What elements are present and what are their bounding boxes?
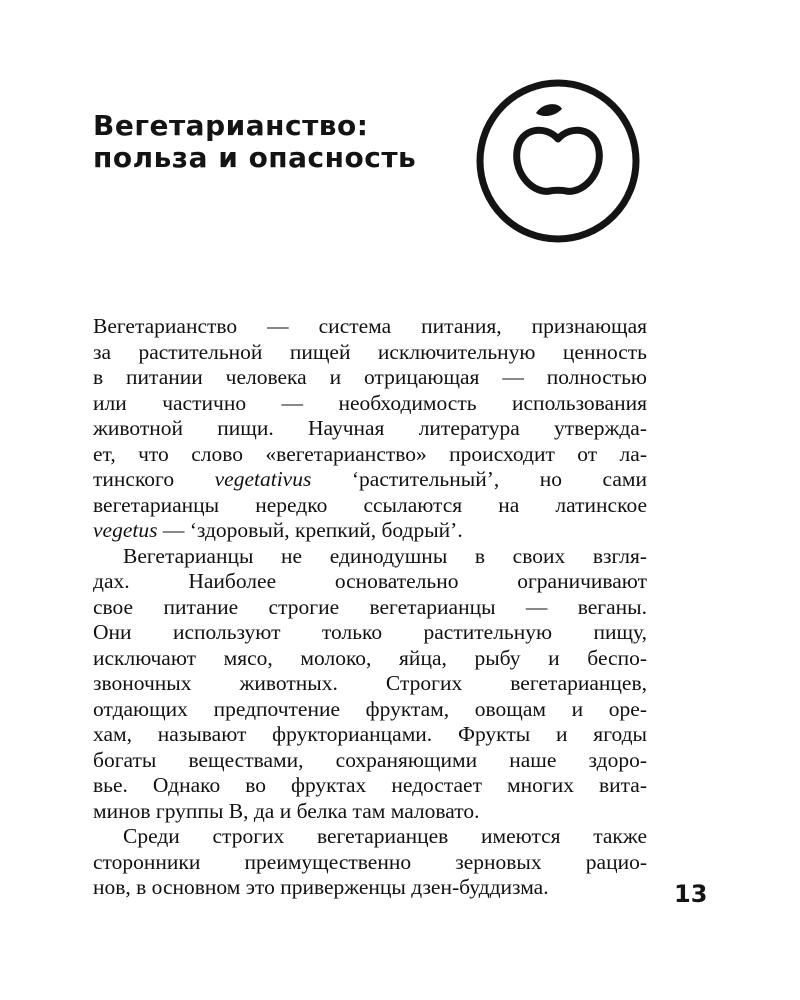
text-line xyxy=(93,748,647,774)
text-line xyxy=(93,850,647,876)
apple-in-circle-icon xyxy=(474,77,642,245)
text-line xyxy=(93,569,647,595)
text-line xyxy=(93,697,647,723)
text-segment: дах. Наиболее основательно ограничивают xyxy=(93,569,647,593)
text-segment: или частично — необходимость использования xyxy=(93,390,647,415)
text-line xyxy=(93,442,647,468)
text-line xyxy=(93,671,647,697)
text-segment: ет, что слово «вегетарианство» происходит от ла- xyxy=(93,441,647,466)
text-segment: нов, в основном это приверженцы дзен-буддизма. xyxy=(93,875,549,899)
text-line xyxy=(93,722,647,748)
text-line xyxy=(93,824,647,850)
text-segment: минов группы В, да и белка там маловато. xyxy=(93,798,480,823)
text-line xyxy=(93,620,647,646)
text-segment: Вегетарианцы не единодушны в своих взгля- xyxy=(123,543,647,568)
text-line xyxy=(93,646,647,672)
text-line xyxy=(93,391,647,417)
text-segment: вье. Однако во фруктах недостает многих вита- xyxy=(93,773,647,797)
text-line xyxy=(93,493,647,519)
text-line xyxy=(93,340,647,366)
text-segment: исключают мясо, молоко, яйца, рыбу и беспо- xyxy=(93,645,647,670)
body-text xyxy=(93,314,647,901)
latin-term: vegetus xyxy=(93,518,158,542)
text-segment: Вегетарианство — система питания, признающая xyxy=(93,314,647,338)
text-line xyxy=(93,595,647,621)
text-segment: тинского xyxy=(93,467,215,491)
text-line xyxy=(93,314,647,340)
text-segment: в питании человека и отрицающая — полностью xyxy=(93,365,647,389)
text-segment: — ‘здоровый, крепкий, бодрый’. xyxy=(157,518,463,542)
text-line xyxy=(93,416,647,442)
latin-term: vegetativus xyxy=(214,467,312,491)
text-line xyxy=(93,365,647,391)
text-segment: Среди строгих вегетарианцев имеются также xyxy=(123,824,647,848)
chapter-title-line-1: Вегетарианство: xyxy=(93,109,369,142)
text-line xyxy=(93,467,647,493)
chapter-title-line-2: польза и опасность xyxy=(93,141,417,174)
text-segment: отдающих предпочтение фруктам, овощам и оре- xyxy=(93,696,647,721)
text-segment: хам, называют фрукторианцами. Фрукты и ягоды xyxy=(93,722,647,746)
text-segment: за растительной пищей исключительную ценность xyxy=(93,339,647,364)
text-segment: богаты веществами, сохраняющими наше здоро- xyxy=(93,747,647,772)
text-segment: звоночных животных. Строгих вегетарианцев, xyxy=(93,671,647,695)
text-segment: свое питание строгие вегетарианцы — веганы. xyxy=(93,594,647,619)
text-segment: сторонники преимущественно зерновых рацио- xyxy=(93,849,647,874)
text-line xyxy=(93,544,647,570)
text-segment: ‘растительный’, но сами xyxy=(311,467,648,491)
page-number: 13 xyxy=(674,880,708,908)
text-line xyxy=(93,799,647,825)
text-segment: вегетарианцы нередко ссылаются на латинское xyxy=(93,492,647,517)
text-line xyxy=(93,773,647,799)
text-line xyxy=(93,875,647,901)
chapter-title xyxy=(93,110,416,174)
text-line xyxy=(93,518,647,544)
text-segment: Они используют только растительную пищу, xyxy=(93,620,647,644)
text-segment: животной пищи. Научная литература утвержда- xyxy=(93,416,647,440)
